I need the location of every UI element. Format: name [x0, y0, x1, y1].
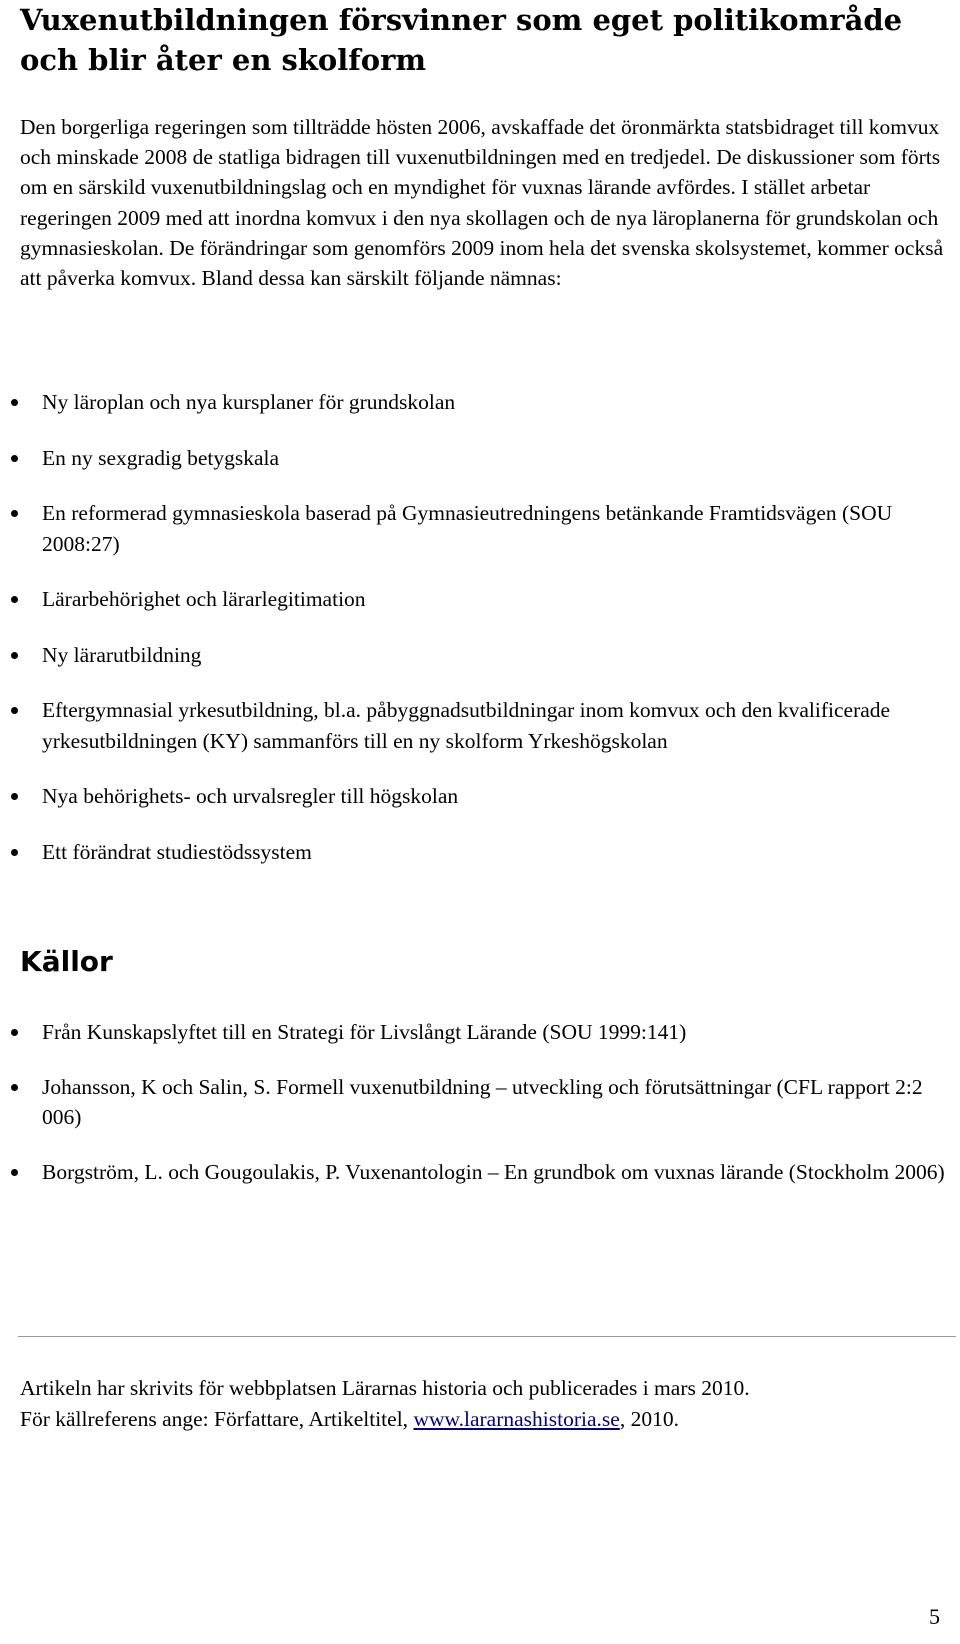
list-item: En ny sexgradig betygskala: [0, 443, 950, 474]
list-item: Borgström, L. och Gougoulakis, P. Vuxenantologin – En grundbok om vuxnas lärande (Stockholm 2006): [0, 1157, 950, 1188]
list-item: Nya behörighets- och urvalsregler till högskolan: [0, 781, 950, 812]
page-number: 5: [929, 1604, 940, 1629]
website-link[interactable]: www.lararnashistoria.se: [413, 1407, 620, 1431]
list-item: Ett förändrat studiestödssystem: [0, 837, 950, 868]
list-item: Johansson, K och Salin, S. Formell vuxenutbildning – utveckling och förutsättningar (CFL rapport 2:2 006): [0, 1072, 950, 1133]
sources-heading: Källor: [20, 945, 113, 978]
list-item: Eftergymnasial yrkesutbildning, bl.a. påbyggnadsutbildningar inom komvux och den kvalificerade yrkesutbildningen (KY) sammanförs till en ny skolform Yrkeshögskolan: [0, 695, 950, 756]
intro-paragraph: Den borgerliga regeringen som tillträdde hösten 2006, avskaffade det öronmärkta statsbidraget till komvux och minskade 2008 de statliga bidragen till vuxenutbildningen med en tredjedel. De diskussioner som förts om en särskild vuxenutbildningslag och en myndighet för vuxnas lärande avfördes. I stället arbetar regeringen 2009 med att inordna komvux i den nya skollagen och de nya läroplanerna för grundskolan och gymnasieskolan. De förändringar som genomförs 2009 inom hela det svenska skolsystemet, kommer också att påverka komvux. Bland dessa kan särskilt följande nämnas:: [20, 115, 944, 291]
list-item: Lärarbehörighet och lärarlegitimation: [0, 584, 950, 615]
sources-list: [0, 1017, 950, 1211]
footer-reference-suffix: , 2010.: [619, 1407, 679, 1431]
footer-line-1: Artikeln har skrivits för webbplatsen Lärarnas historia och publicerades i mars 2010.: [20, 1376, 750, 1400]
list-item: En reformerad gymnasieskola baserad på Gymnasieutredningens betänkande Framtidsvägen (SOU 2008:27): [0, 498, 950, 559]
footer-line-2: [20, 1404, 945, 1435]
article-title: Vuxenutbildningen försvinner som eget politikområde och blir åter en skolform: [20, 3, 903, 77]
list-item: Ny lärarutbildning: [0, 640, 950, 671]
list-item: Ny läroplan och nya kursplaner för grundskolan: [0, 387, 950, 418]
footer-reference-prefix: För källreferens ange: Författare, Artikeltitel,: [20, 1407, 414, 1431]
footer-note: [20, 1373, 945, 1435]
changes-list: [0, 387, 950, 892]
footer-divider: [18, 1336, 956, 1337]
list-item: Från Kunskapslyftet till en Strategi för Livslångt Lärande (SOU 1999:141): [0, 1017, 950, 1048]
